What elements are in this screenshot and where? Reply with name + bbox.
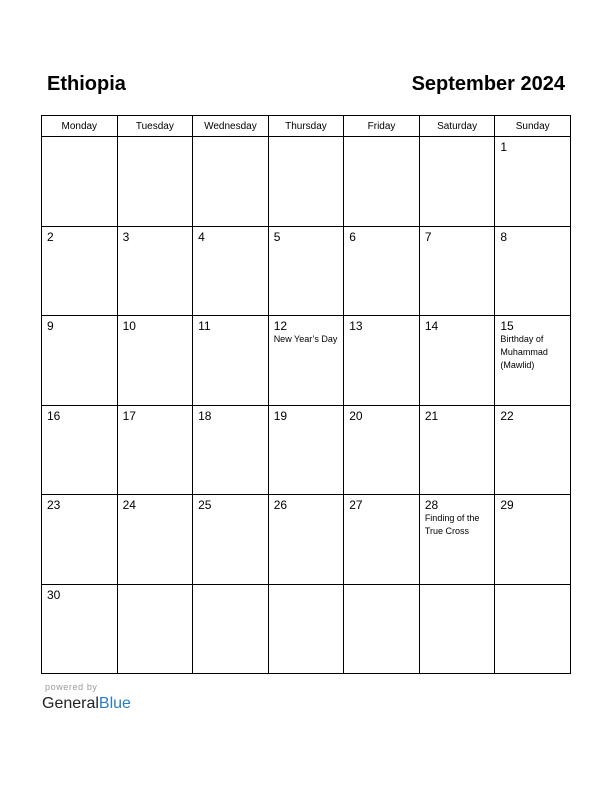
day-cell	[117, 584, 193, 674]
day-number	[420, 137, 495, 140]
day-cell	[42, 316, 118, 406]
day-cell	[419, 316, 495, 406]
day-cell	[419, 584, 495, 674]
day-cell	[419, 405, 495, 495]
day-number: 8	[500, 229, 508, 244]
day-cell	[419, 137, 495, 227]
day-number	[269, 585, 344, 588]
day-number: 22	[500, 408, 514, 423]
day-cell	[344, 226, 420, 316]
week-row	[42, 226, 571, 316]
weekday-header: Tuesday	[117, 116, 193, 137]
week-row	[42, 495, 571, 585]
day-number: 11	[198, 319, 211, 333]
day-number: 9	[47, 319, 54, 333]
weekday-header: Saturday	[419, 116, 495, 137]
week-row	[42, 316, 571, 406]
day-cell	[42, 405, 118, 495]
day-cell	[268, 316, 344, 406]
week-row	[42, 405, 571, 495]
day-cell	[495, 495, 571, 585]
day-number: 24	[122, 498, 136, 512]
day-cell	[117, 316, 193, 406]
day-number	[344, 585, 419, 588]
brand-part2: Blue	[98, 695, 131, 712]
day-number	[193, 585, 268, 588]
holiday-label: Finding of the True Cross	[424, 513, 480, 536]
weekday-header: Thursday	[268, 116, 344, 137]
day-number: 14	[424, 319, 439, 333]
country-title: Ethiopia	[47, 73, 126, 95]
day-cell	[117, 226, 193, 316]
day-number: 10	[122, 319, 136, 333]
day-number	[42, 137, 117, 140]
day-number: 28	[424, 498, 439, 512]
day-cell	[495, 316, 571, 406]
week-row	[42, 584, 571, 674]
day-cell	[419, 495, 495, 585]
month-title: September 2024	[411, 73, 565, 95]
day-number: 25	[198, 498, 212, 512]
day-number	[269, 137, 344, 140]
day-number: 1	[500, 140, 508, 154]
day-cell	[117, 137, 193, 227]
weekday-header: Sunday	[495, 116, 571, 137]
day-cell	[193, 316, 269, 406]
day-number: 20	[349, 408, 363, 423]
day-cell	[193, 226, 269, 316]
day-cell	[344, 405, 420, 495]
day-cell	[344, 495, 420, 585]
day-number: 7	[424, 229, 432, 244]
day-cell	[419, 226, 495, 316]
day-number: 6	[349, 229, 356, 244]
day-number: 3	[122, 229, 130, 244]
day-number: 12	[273, 319, 288, 333]
day-number: 26	[273, 498, 288, 512]
weekday-header: Monday	[42, 116, 118, 137]
day-cell	[495, 584, 571, 674]
day-cell	[344, 316, 420, 406]
day-cell	[268, 226, 344, 316]
day-cell	[193, 405, 269, 495]
day-cell	[344, 584, 420, 674]
day-number: 2	[47, 229, 54, 244]
holiday-label: New Year’s Day	[273, 334, 338, 344]
powered-by-label: powered by	[45, 682, 98, 692]
day-cell	[117, 495, 193, 585]
day-number	[495, 585, 570, 588]
day-cell	[495, 226, 571, 316]
day-cell	[268, 137, 344, 227]
day-cell	[193, 584, 269, 674]
day-number: 5	[273, 229, 281, 244]
day-number	[420, 585, 495, 588]
weekday-header: Wednesday	[193, 116, 269, 137]
day-cell	[42, 226, 118, 316]
day-number: 18	[198, 408, 212, 423]
day-number: 21	[424, 408, 439, 423]
day-cell	[193, 495, 269, 585]
day-cell	[42, 495, 118, 585]
holiday-label: Birthday of Muhammad (Mawlid)	[500, 334, 548, 370]
weekday-header: Friday	[344, 116, 420, 137]
day-number: 4	[198, 229, 205, 244]
day-cell	[117, 405, 193, 495]
day-number: 17	[122, 408, 136, 423]
day-number: 30	[47, 587, 61, 602]
day-number: 29	[500, 498, 514, 512]
day-cell	[344, 137, 420, 227]
day-cell	[42, 137, 118, 227]
day-number	[193, 137, 268, 140]
day-number: 16	[47, 408, 61, 423]
day-cell	[495, 405, 571, 495]
day-number: 19	[273, 408, 288, 423]
day-cell	[268, 495, 344, 585]
brand-part1: General	[42, 695, 99, 712]
generalblue-logo[interactable]	[42, 694, 131, 714]
week-row	[42, 137, 571, 227]
weekday-header-row	[42, 116, 571, 137]
day-number: 13	[349, 319, 363, 333]
day-cell	[42, 584, 118, 674]
day-number	[344, 137, 419, 140]
day-cell	[268, 405, 344, 495]
day-number	[118, 137, 193, 140]
day-number: 27	[349, 498, 363, 512]
day-number: 23	[47, 498, 61, 512]
day-number	[118, 585, 193, 588]
day-cell	[193, 137, 269, 227]
day-cell	[268, 584, 344, 674]
calendar-grid	[41, 115, 571, 674]
day-number: 15	[500, 319, 514, 333]
day-cell	[495, 137, 571, 227]
